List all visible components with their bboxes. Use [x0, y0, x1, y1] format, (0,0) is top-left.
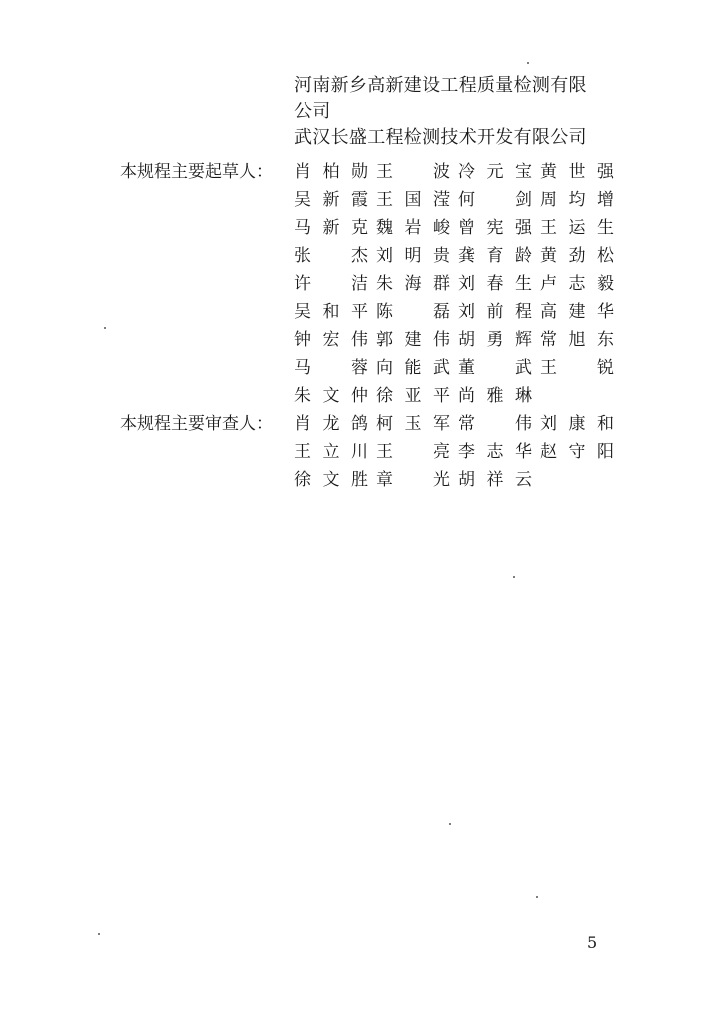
person-name: 胡祥云: [458, 470, 532, 490]
organization-line: 武汉长盛工程检测技术开发有限公司: [294, 127, 587, 148]
person-name: 龚育龄: [458, 246, 532, 266]
person-name: 曾宪强: [458, 218, 532, 238]
scan-speck: [449, 823, 451, 825]
person-name: 冷元宝: [458, 162, 532, 182]
role-label-spacer: [120, 214, 294, 242]
role-label-spacer: [120, 270, 294, 298]
organization-line: 公司: [294, 101, 331, 122]
person-name: 李志华: [458, 442, 532, 462]
scan-speck: [104, 327, 106, 329]
role-label-spacer: [120, 186, 294, 214]
person-name: 王 波: [376, 162, 450, 182]
person-name: 尚雅琳: [458, 386, 532, 406]
role-label-spacer: [120, 382, 294, 410]
person-name: 柯玉军: [376, 414, 450, 434]
person-name: 陈 磊: [376, 302, 450, 322]
person-name: 魏岩峻: [376, 218, 450, 238]
person-name: 马新克: [294, 218, 368, 238]
person-name: 马 蓉: [294, 358, 368, 378]
person-name: 何 剑: [458, 190, 532, 210]
drafters-section: [120, 158, 614, 410]
drafters-row: [120, 214, 614, 242]
organization-list: [294, 73, 624, 151]
person-name: 肖龙鸽: [294, 414, 368, 434]
drafters-row: [120, 354, 614, 382]
person-name: 徐亚平: [376, 386, 450, 406]
role-label-spacer: [120, 298, 294, 326]
person-name: 王 锐: [540, 358, 614, 378]
scan-speck: [536, 896, 538, 898]
role-label-spacer: [120, 326, 294, 354]
person-name: 钟宏伟: [294, 330, 368, 350]
person-name: 章 光: [376, 470, 450, 490]
person-name: 王国滢: [376, 190, 450, 210]
reviewers-row: [120, 466, 600, 494]
person-name: 高建华: [540, 302, 614, 322]
page-number: 5: [587, 933, 598, 952]
drafters-row: [120, 326, 614, 354]
person-name: 刘康和: [540, 414, 614, 434]
reviewers-label: 本规程主要审查人：: [120, 414, 273, 434]
person-name: 徐文胜: [294, 470, 368, 490]
drafters-row: [120, 382, 600, 410]
scan-speck: [513, 576, 515, 578]
person-name: 刘前程: [458, 302, 532, 322]
role-label-spacer: [120, 438, 294, 466]
person-name: 常旭东: [540, 330, 614, 350]
person-name: 黄世强: [540, 162, 614, 182]
person-name: 朱文仲: [294, 386, 368, 406]
person-name: 周均增: [540, 190, 614, 210]
person-name: 赵守阳: [540, 442, 614, 462]
person-name: 吴新霞: [294, 190, 368, 210]
drafters-label: 本规程主要起草人：: [120, 162, 273, 182]
reviewers-row: [120, 438, 614, 466]
scan-speck: [98, 933, 100, 935]
person-name: 吴和平: [294, 302, 368, 322]
drafters-row: [120, 298, 614, 326]
reviewers-section: [120, 410, 614, 494]
person-name: 向能武: [376, 358, 450, 378]
organization-line: 河南新乡高新建设工程质量检测有限: [294, 75, 587, 96]
person-name: [540, 466, 614, 494]
person-name: 张 杰: [294, 246, 368, 266]
role-label-spacer: [120, 354, 294, 382]
drafters-row: [120, 186, 614, 214]
reviewers-row: [120, 410, 614, 438]
person-name: 董 武: [458, 358, 532, 378]
person-name: [540, 382, 614, 410]
person-name: 肖柏勋: [294, 162, 368, 182]
role-label-spacer: [120, 466, 294, 494]
person-name: 胡勇辉: [458, 330, 532, 350]
person-name: 卢志毅: [540, 274, 614, 294]
person-name: 黄劲松: [540, 246, 614, 266]
person-name: 常 伟: [458, 414, 532, 434]
drafters-row: [120, 270, 614, 298]
drafters-row: [120, 158, 614, 186]
scan-speck: [527, 62, 529, 64]
drafters-row: [120, 242, 614, 270]
person-name: 刘明贵: [376, 246, 450, 266]
person-name: 郭建伟: [376, 330, 450, 350]
person-name: 王运生: [540, 218, 614, 238]
person-name: 王立川: [294, 442, 368, 462]
person-name: 王 亮: [376, 442, 450, 462]
person-name: 刘春生: [458, 274, 532, 294]
person-name: 许 洁: [294, 274, 368, 294]
person-name: 朱海群: [376, 274, 450, 294]
role-label-spacer: [120, 242, 294, 270]
